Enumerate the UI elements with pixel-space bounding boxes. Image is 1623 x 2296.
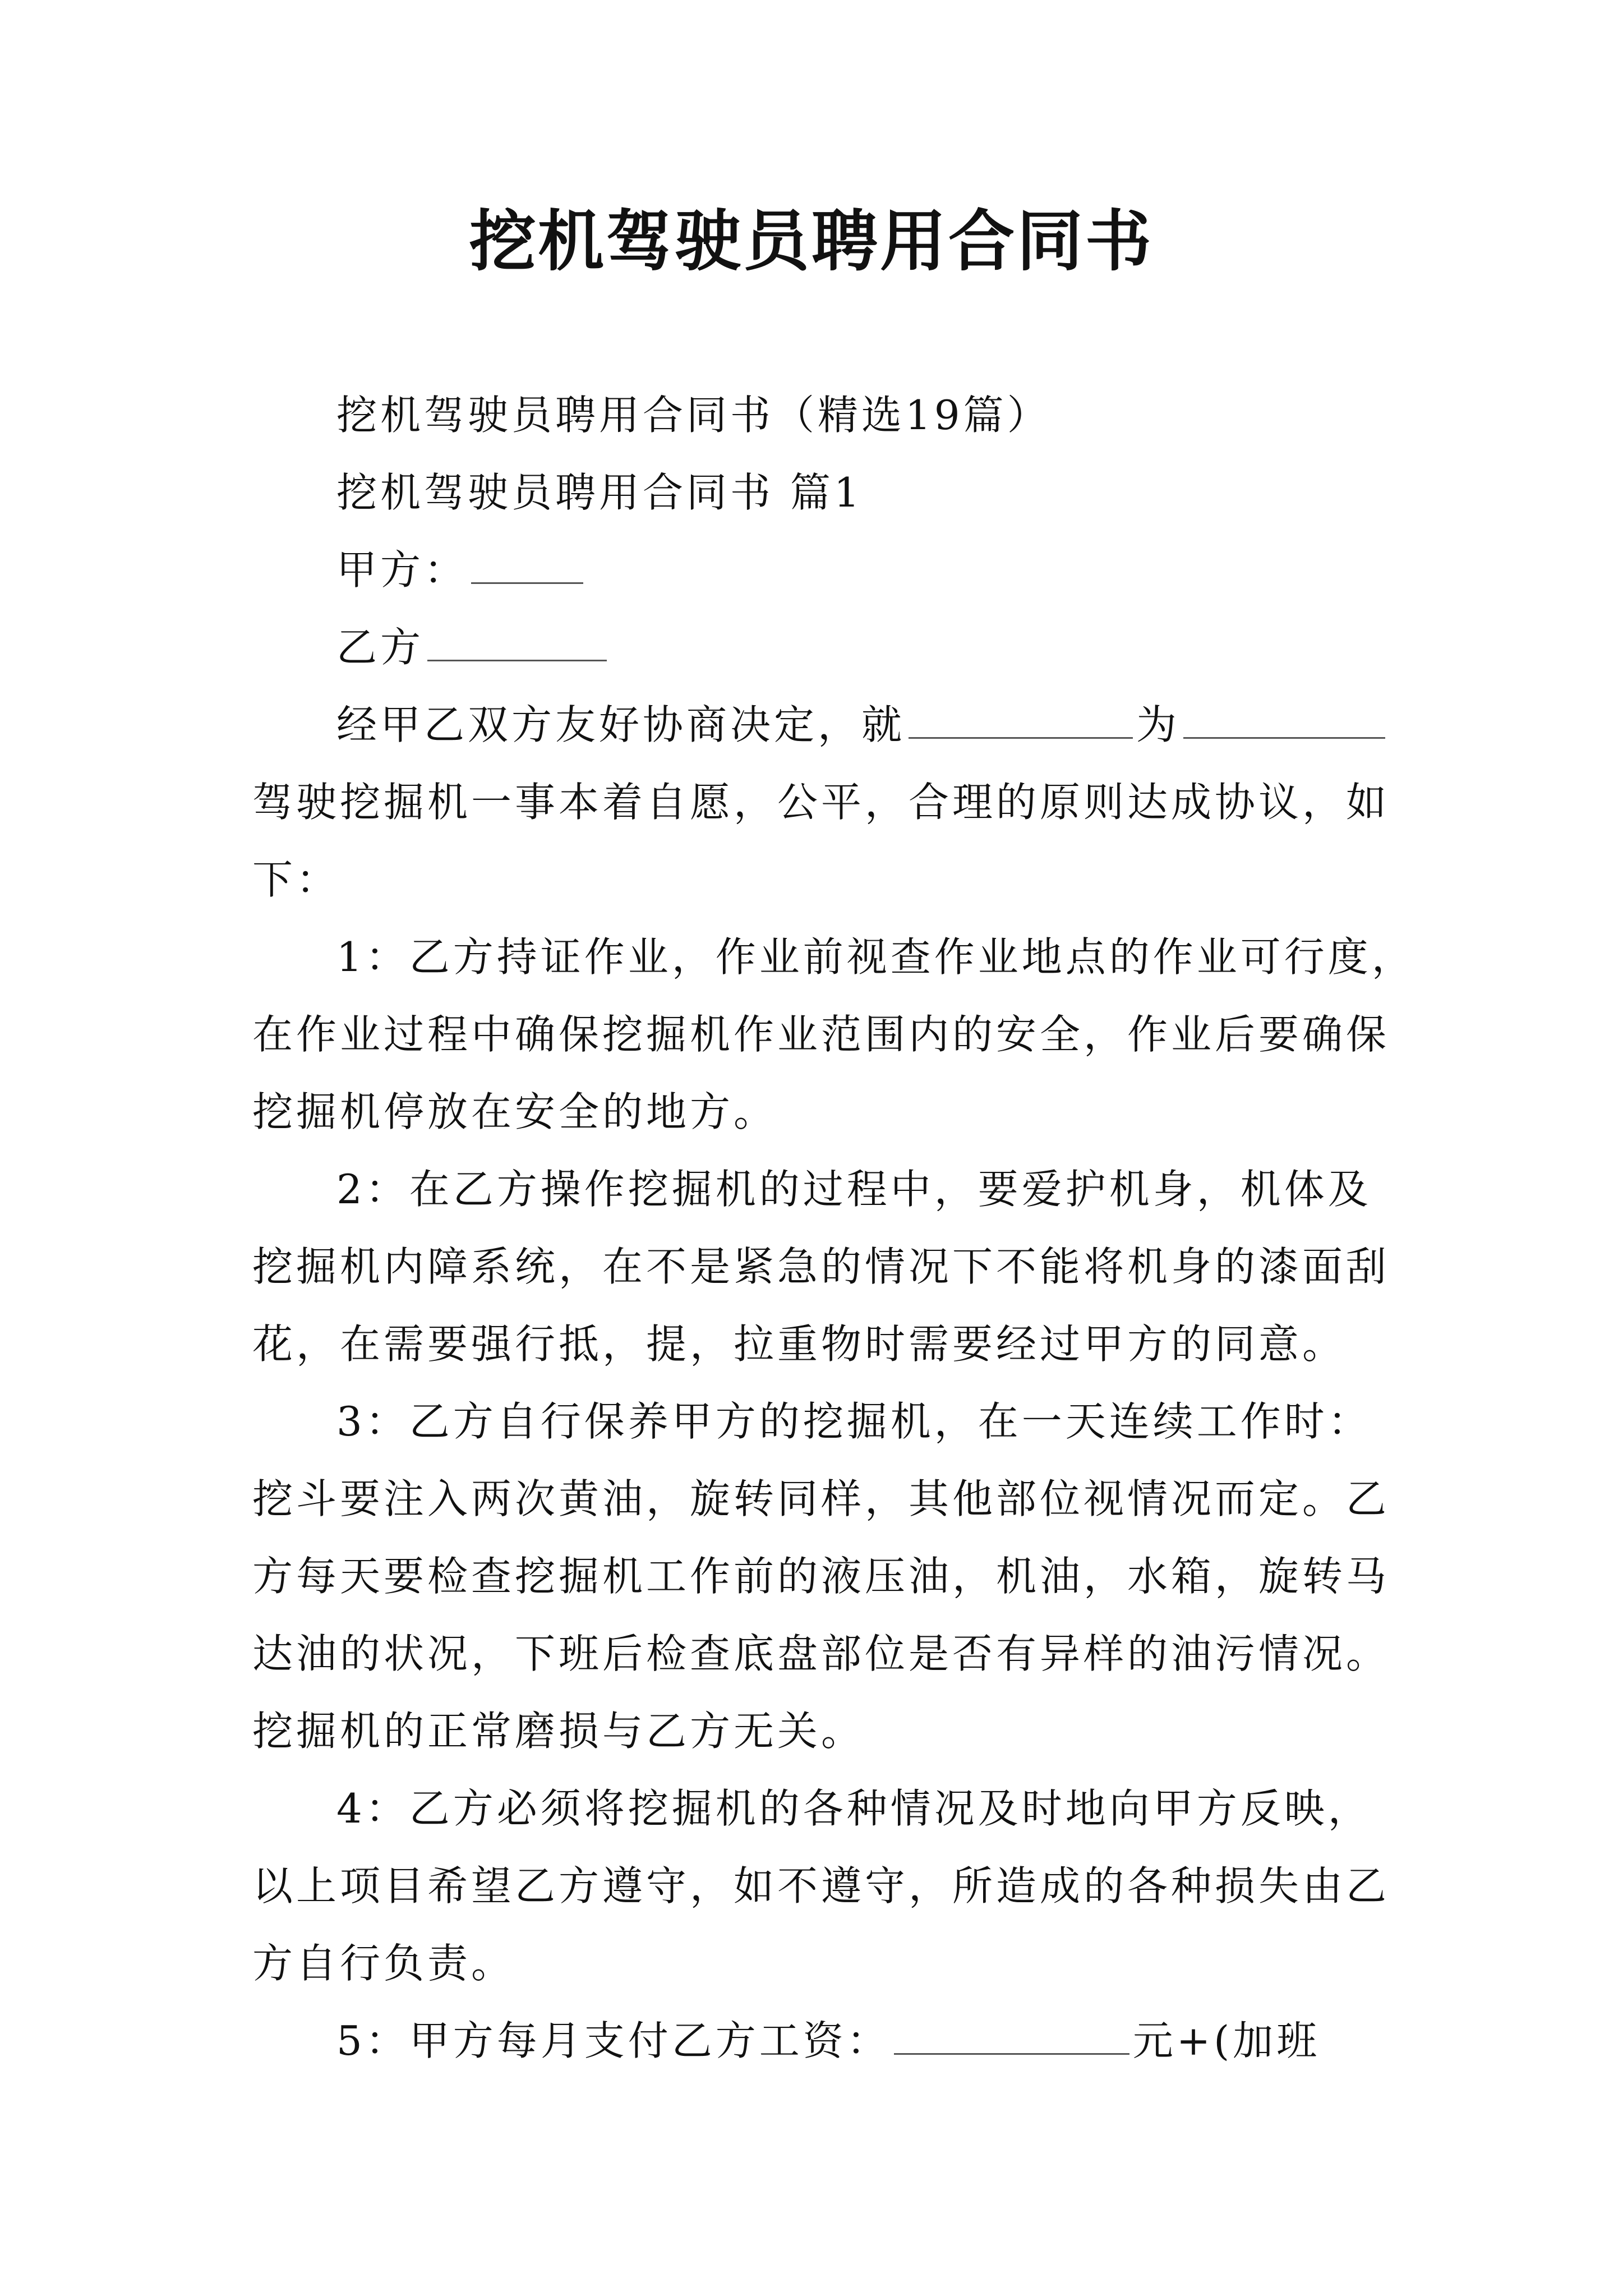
clause1-line-3: 挖掘机停放在安全的地方。	[252, 1088, 778, 1135]
clause2-line-2: 挖掘机内障系统，在不是紧急的情况下不能将机身的漆面刮	[252, 1243, 1390, 1290]
clause5-line-1	[336, 2013, 1402, 2069]
clause4-line-2: 以上项目希望乙方遵守，如不遵守，所造成的各种损失由乙	[252, 1862, 1390, 1910]
clause3-line-3: 方每天要检查挖掘机工作前的液压油，机油，水箱，旋转马	[252, 1553, 1390, 1600]
clause3-line-1: 3：乙方自行保养甲方的挖掘机，在一天连续工作时：	[336, 1398, 1372, 1445]
section-heading: 挖机驾驶员聘用合同书 篇1	[336, 469, 863, 516]
intro-text-2: 为	[1136, 701, 1181, 748]
intro-blank-1	[909, 698, 1133, 739]
party-b-label: 乙方	[336, 624, 425, 671]
intro-line-3: 下：	[252, 856, 340, 903]
document-title: 挖机驾驶员聘用合同书	[469, 202, 1154, 280]
clause5-text-1: 5：甲方每月支付乙方工资：	[336, 2017, 891, 2064]
clause3-line-5: 挖掘机的正常磨损与乙方无关。	[252, 1708, 865, 1755]
salary-blank	[894, 2014, 1129, 2055]
clause3-line-2: 挖斗要注入两次黄油，旋转同样，其他部位视情况而定。乙	[252, 1475, 1390, 1522]
subtitle: 挖机驾驶员聘用合同书（精选19篇）	[336, 392, 1051, 439]
clause1-line-2: 在作业过程中确保挖掘机作业范围内的安全，作业后要确保	[252, 1011, 1390, 1058]
party-b-line	[336, 619, 1402, 675]
party-b-blank	[427, 620, 607, 661]
clause4-line-3: 方自行负责。	[252, 1940, 515, 1987]
clause2-line-1: 2：在乙方操作挖掘机的过程中，要爱护机身，机体及	[336, 1166, 1372, 1213]
clause2-line-3: 花，在需要强行抵，提，拉重物时需要经过甲方的同意。	[252, 1320, 1347, 1368]
intro-line-1	[336, 697, 1402, 753]
clause1-line-1: 1：乙方持证作业，作业前视查作业地点的作业可行度，	[336, 933, 1415, 981]
clause5-text-2: 元+(加班	[1132, 2017, 1321, 2064]
intro-line-2: 驾驶挖掘机一事本着自愿，公平，合理的原则达成协议，如	[252, 779, 1390, 826]
intro-blank-2	[1183, 698, 1385, 739]
intro-text-1: 经甲乙双方友好协商决定，就	[336, 701, 906, 748]
party-a-blank	[471, 543, 583, 584]
clause3-line-4: 达油的状况，下班后检查底盘部位是否有异样的油污情况。	[252, 1630, 1390, 1677]
party-a-label: 甲方：	[336, 546, 468, 593]
party-a-line	[336, 542, 1402, 598]
clause4-line-1: 4：乙方必须将挖掘机的各种情况及时地向甲方反映，	[336, 1785, 1372, 1832]
